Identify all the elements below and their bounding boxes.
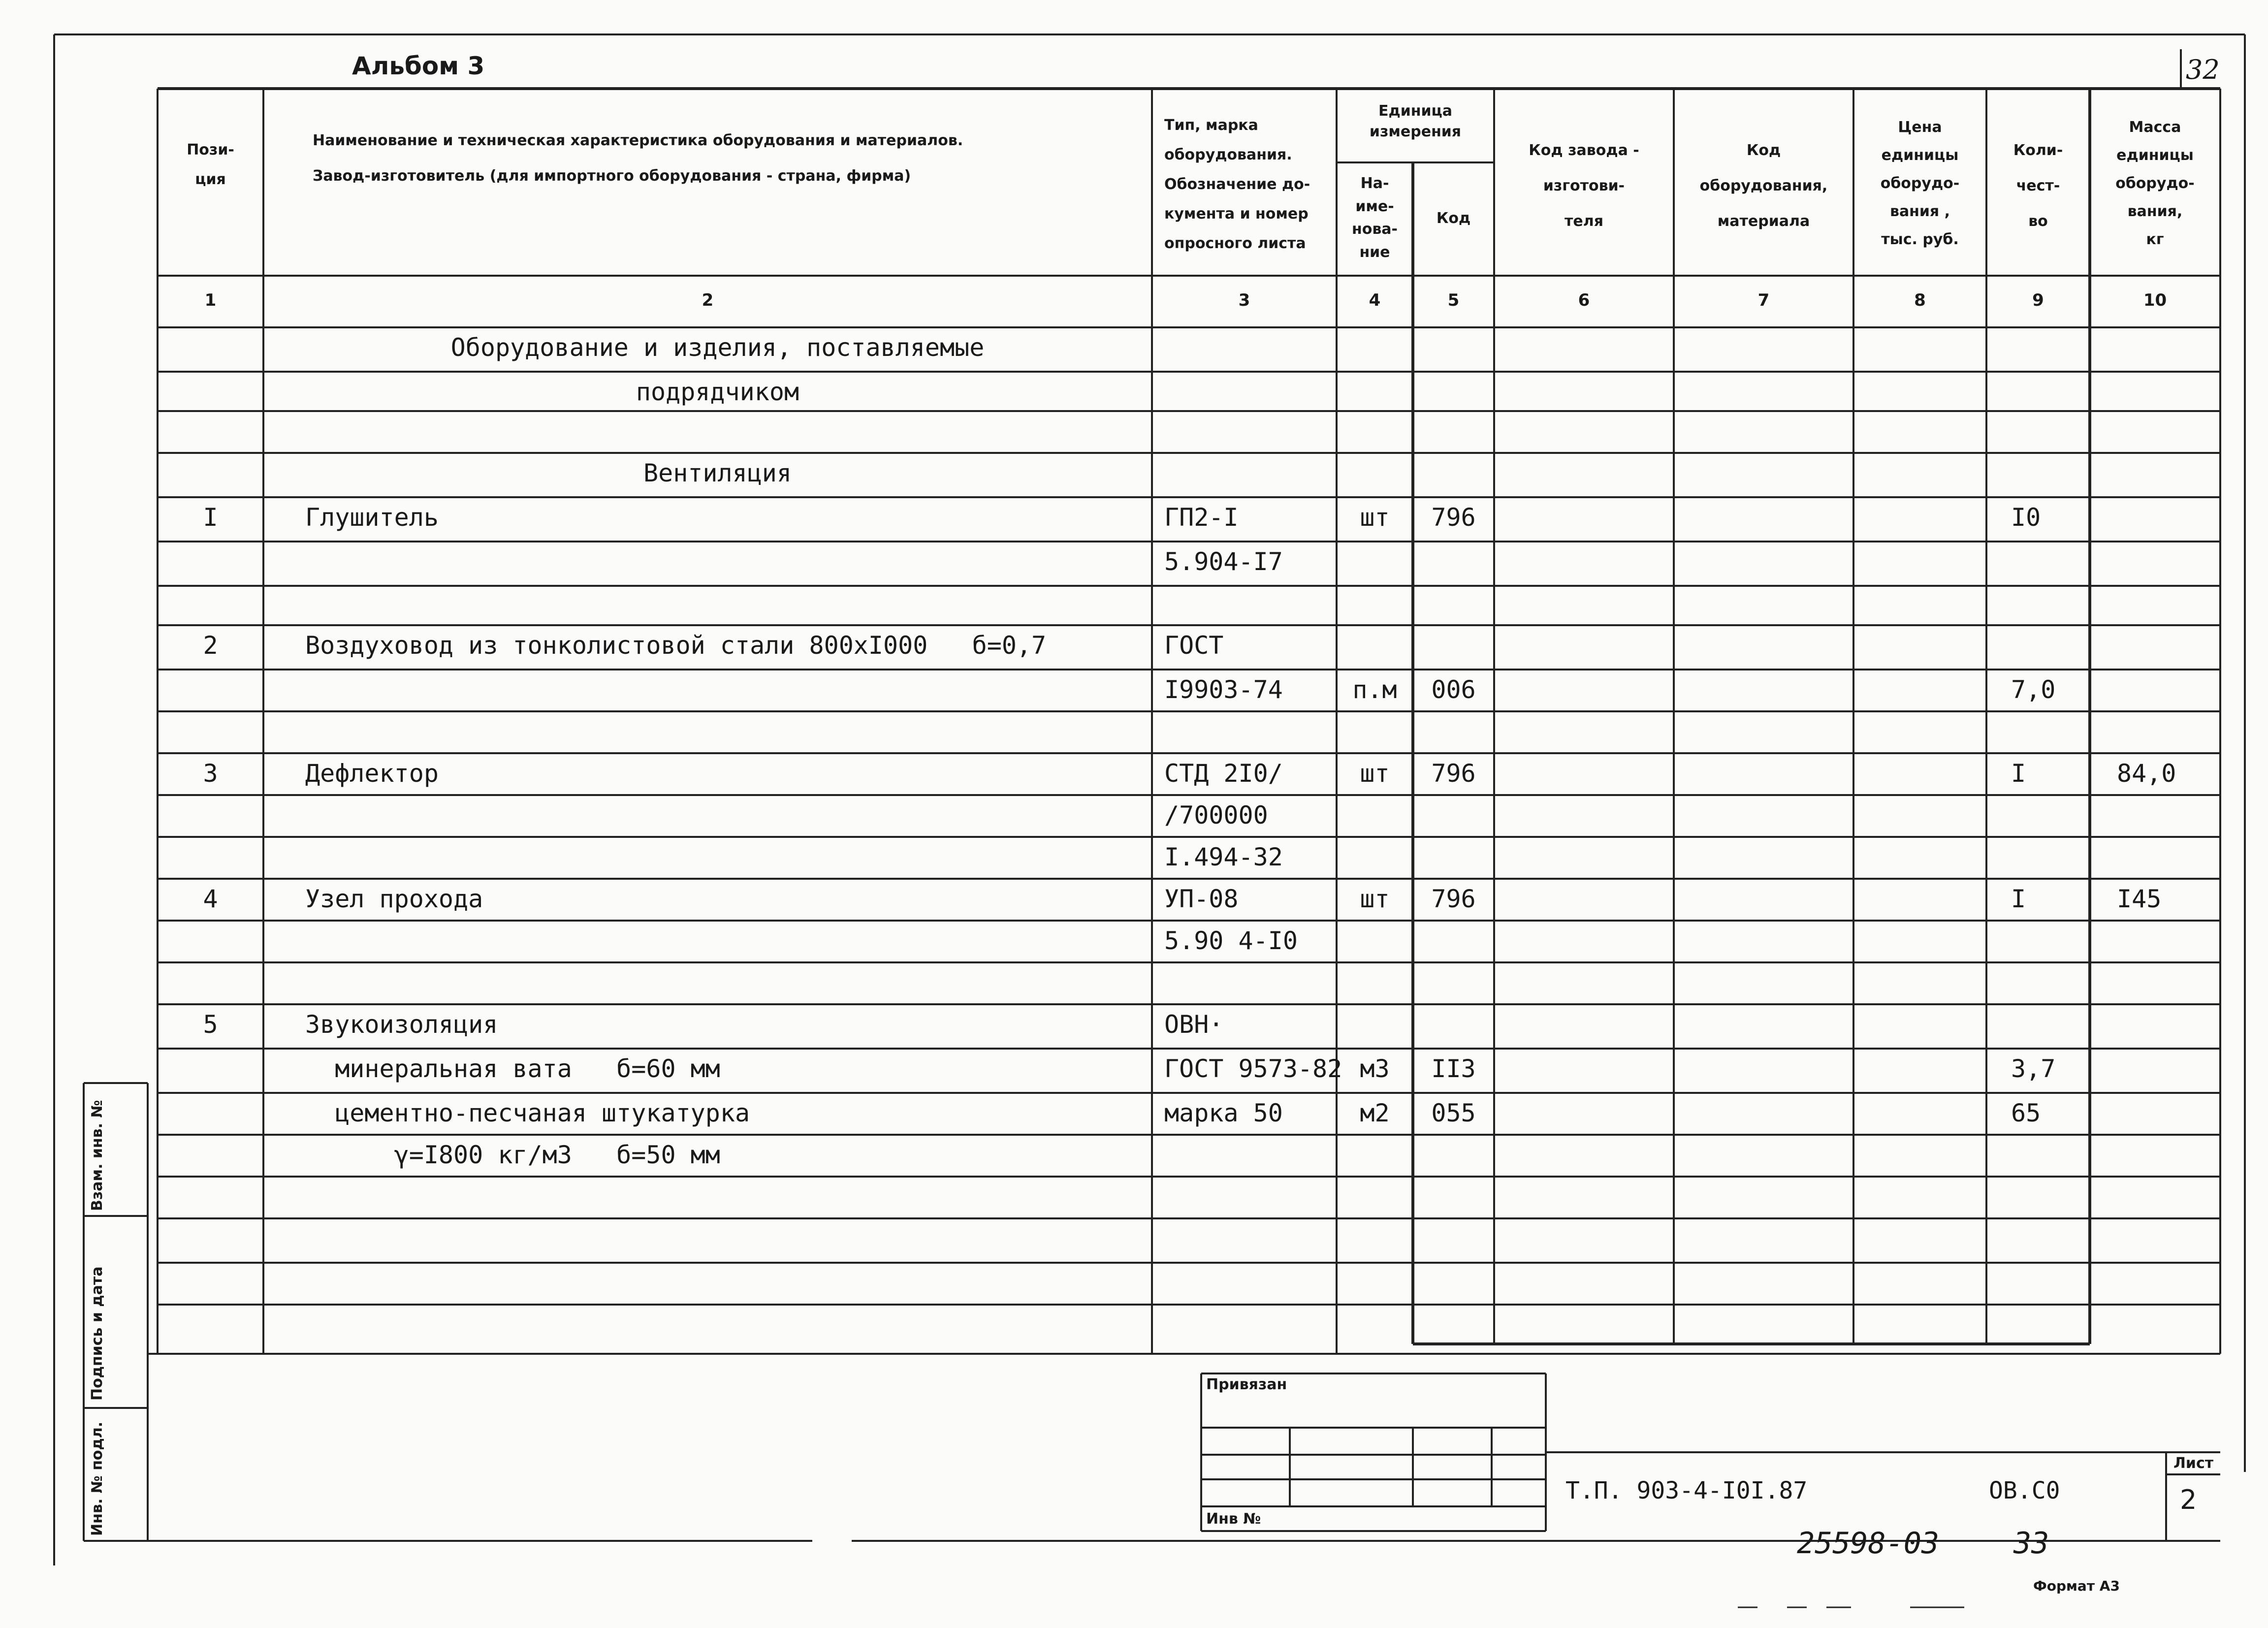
sheet-code: ОВ.С0 <box>1989 1477 2060 1504</box>
cell-r13-c4: шт <box>1360 885 1390 913</box>
column-number-7: 7 <box>1757 290 1770 310</box>
cell-r7-c3: ГОСТ <box>1164 631 1224 660</box>
unit-group-title: Единица измерения <box>1369 102 1462 140</box>
cell-r16-c2: Звукоизоляция <box>305 1010 498 1039</box>
cell-r10-c9: I <box>2011 759 2026 788</box>
column-number-9: 9 <box>2032 290 2044 310</box>
column-header-1: Пози- ция <box>187 141 234 188</box>
privyazan-label: Привязан <box>1206 1376 1287 1393</box>
cell-r8-c9: 7,0 <box>2011 675 2056 704</box>
cell-r4-c1: I <box>203 503 218 532</box>
cell-r18-c2: цементно-песчаная штукатурка <box>305 1099 750 1127</box>
cell-r18-c5: 055 <box>1431 1099 1476 1127</box>
format-label: Формат А3 <box>2033 1578 2120 1594</box>
cell-r17-c5: II3 <box>1431 1054 1476 1083</box>
page-number: 33 <box>2013 1526 2049 1561</box>
cell-r8-c4: п.м <box>1352 675 1397 704</box>
cell-r11-c3: /700000 <box>1164 801 1268 830</box>
cell-r13-c2: Узел прохода <box>305 885 483 913</box>
list-label: Лист <box>2173 1455 2214 1472</box>
column-header-8: Цена единицы оборудо- вания , тыс. руб. <box>1880 119 1960 248</box>
cell-r10-c3: СТД 2I0/ <box>1164 759 1283 788</box>
column-header-4: На- име- нова- ние <box>1351 175 1398 261</box>
cell-r5-c3: 5.904-I7 <box>1164 547 1283 576</box>
cell-r14-c3: 5.90 4-I0 <box>1164 926 1298 955</box>
column-header-2: Наименование и техническая характеристика оборудования и материалов. Завод-изготовитель (для импортного оборудования - страна, фирма) <box>313 132 963 185</box>
column-header-6: Код завода - изготови- теля <box>1529 142 1639 230</box>
side-label-vzam: Взам. инв. № <box>89 1100 106 1211</box>
stamp-number: 25598-03 <box>1797 1526 1939 1561</box>
cell-r4-c5: 796 <box>1431 503 1476 532</box>
cell-r13-c1: 4 <box>203 885 218 913</box>
cell-r10-c5: 796 <box>1431 759 1476 788</box>
cell-r10-c4: шт <box>1360 759 1390 788</box>
cell-r8-c5: 006 <box>1431 675 1476 704</box>
cell-r19-c2: γ=I800 кг/м3 б=50 мм <box>305 1141 720 1169</box>
list-number: 2 <box>2180 1484 2197 1515</box>
column-header-10: Масса единицы оборудо- вания, кг <box>2115 119 2195 248</box>
cell-r10-c10: 84,0 <box>2117 759 2176 788</box>
side-label-inv-podl: Инв. № подл. <box>89 1421 106 1536</box>
cell-r4-c2: Глушитель <box>305 503 439 532</box>
cell-r17-c4: м3 <box>1360 1054 1390 1083</box>
column-number-2: 2 <box>702 290 714 310</box>
cell-r18-c3: марка 50 <box>1164 1099 1283 1127</box>
column-header-3: Тип, марка оборудования. Обозначение до- кумента и номер опросного листа <box>1164 117 1310 252</box>
column-number-5: 5 <box>1447 290 1460 310</box>
cell-r13-c9: I <box>2011 885 2026 913</box>
cell-r8-c3: I9903-74 <box>1164 675 1283 704</box>
column-number-10: 10 <box>2143 290 2167 310</box>
cell-r4-c9: I0 <box>2011 503 2041 532</box>
column-number-8: 8 <box>1914 290 1926 310</box>
cell-r17-c3: ГОСТ 9573-82 <box>1164 1054 1342 1083</box>
inv-no-label: Инв № <box>1206 1510 1261 1528</box>
cell-r1-c2: подрядчиком <box>636 378 799 406</box>
cell-r13-c10: I45 <box>2117 885 2162 913</box>
cell-r17-c9: 3,7 <box>2011 1054 2056 1083</box>
cell-r18-c9: 65 <box>2011 1099 2041 1127</box>
column-number-6: 6 <box>1578 290 1590 310</box>
cell-r16-c3: ОВН· <box>1164 1010 1224 1039</box>
column-header-7: Код оборудования, материала <box>1699 142 1828 230</box>
side-label-podpis: Подпись и дата <box>89 1266 106 1401</box>
column-header-9: Коли- чест- во <box>2013 142 2063 230</box>
document-code: Т.П. 903-4-I0I.87 <box>1565 1477 1808 1504</box>
cell-r18-c4: м2 <box>1360 1099 1390 1127</box>
cell-r3-c2: Вентиляция <box>643 459 792 487</box>
column-number-4: 4 <box>1369 290 1381 310</box>
cell-r7-c1: 2 <box>203 631 218 660</box>
column-header-5: Код <box>1436 210 1471 227</box>
cell-r0-c2: Оборудование и изделия, поставляемые <box>450 333 985 362</box>
album-label: Альбом 3 <box>352 52 485 80</box>
page-corner-number: 32 <box>2186 54 2220 85</box>
column-number-3: 3 <box>1238 290 1250 310</box>
column-number-1: 1 <box>204 290 217 310</box>
cell-r7-c2: Воздуховод из тонколистовой стали 800хI000 б=0,7 <box>305 631 1047 660</box>
cell-r10-c2: Дефлектор <box>305 759 439 788</box>
cell-r12-c3: I.494-32 <box>1164 843 1283 871</box>
cell-r16-c1: 5 <box>203 1010 218 1039</box>
cell-r4-c3: ГП2-I <box>1164 503 1239 532</box>
cell-r4-c4: шт <box>1360 503 1390 532</box>
cell-r13-c3: УП-08 <box>1164 885 1239 913</box>
cell-r17-c2: минеральная вата б=60 мм <box>305 1054 720 1083</box>
cell-r10-c1: 3 <box>203 759 218 788</box>
cell-r13-c5: 796 <box>1431 885 1476 913</box>
